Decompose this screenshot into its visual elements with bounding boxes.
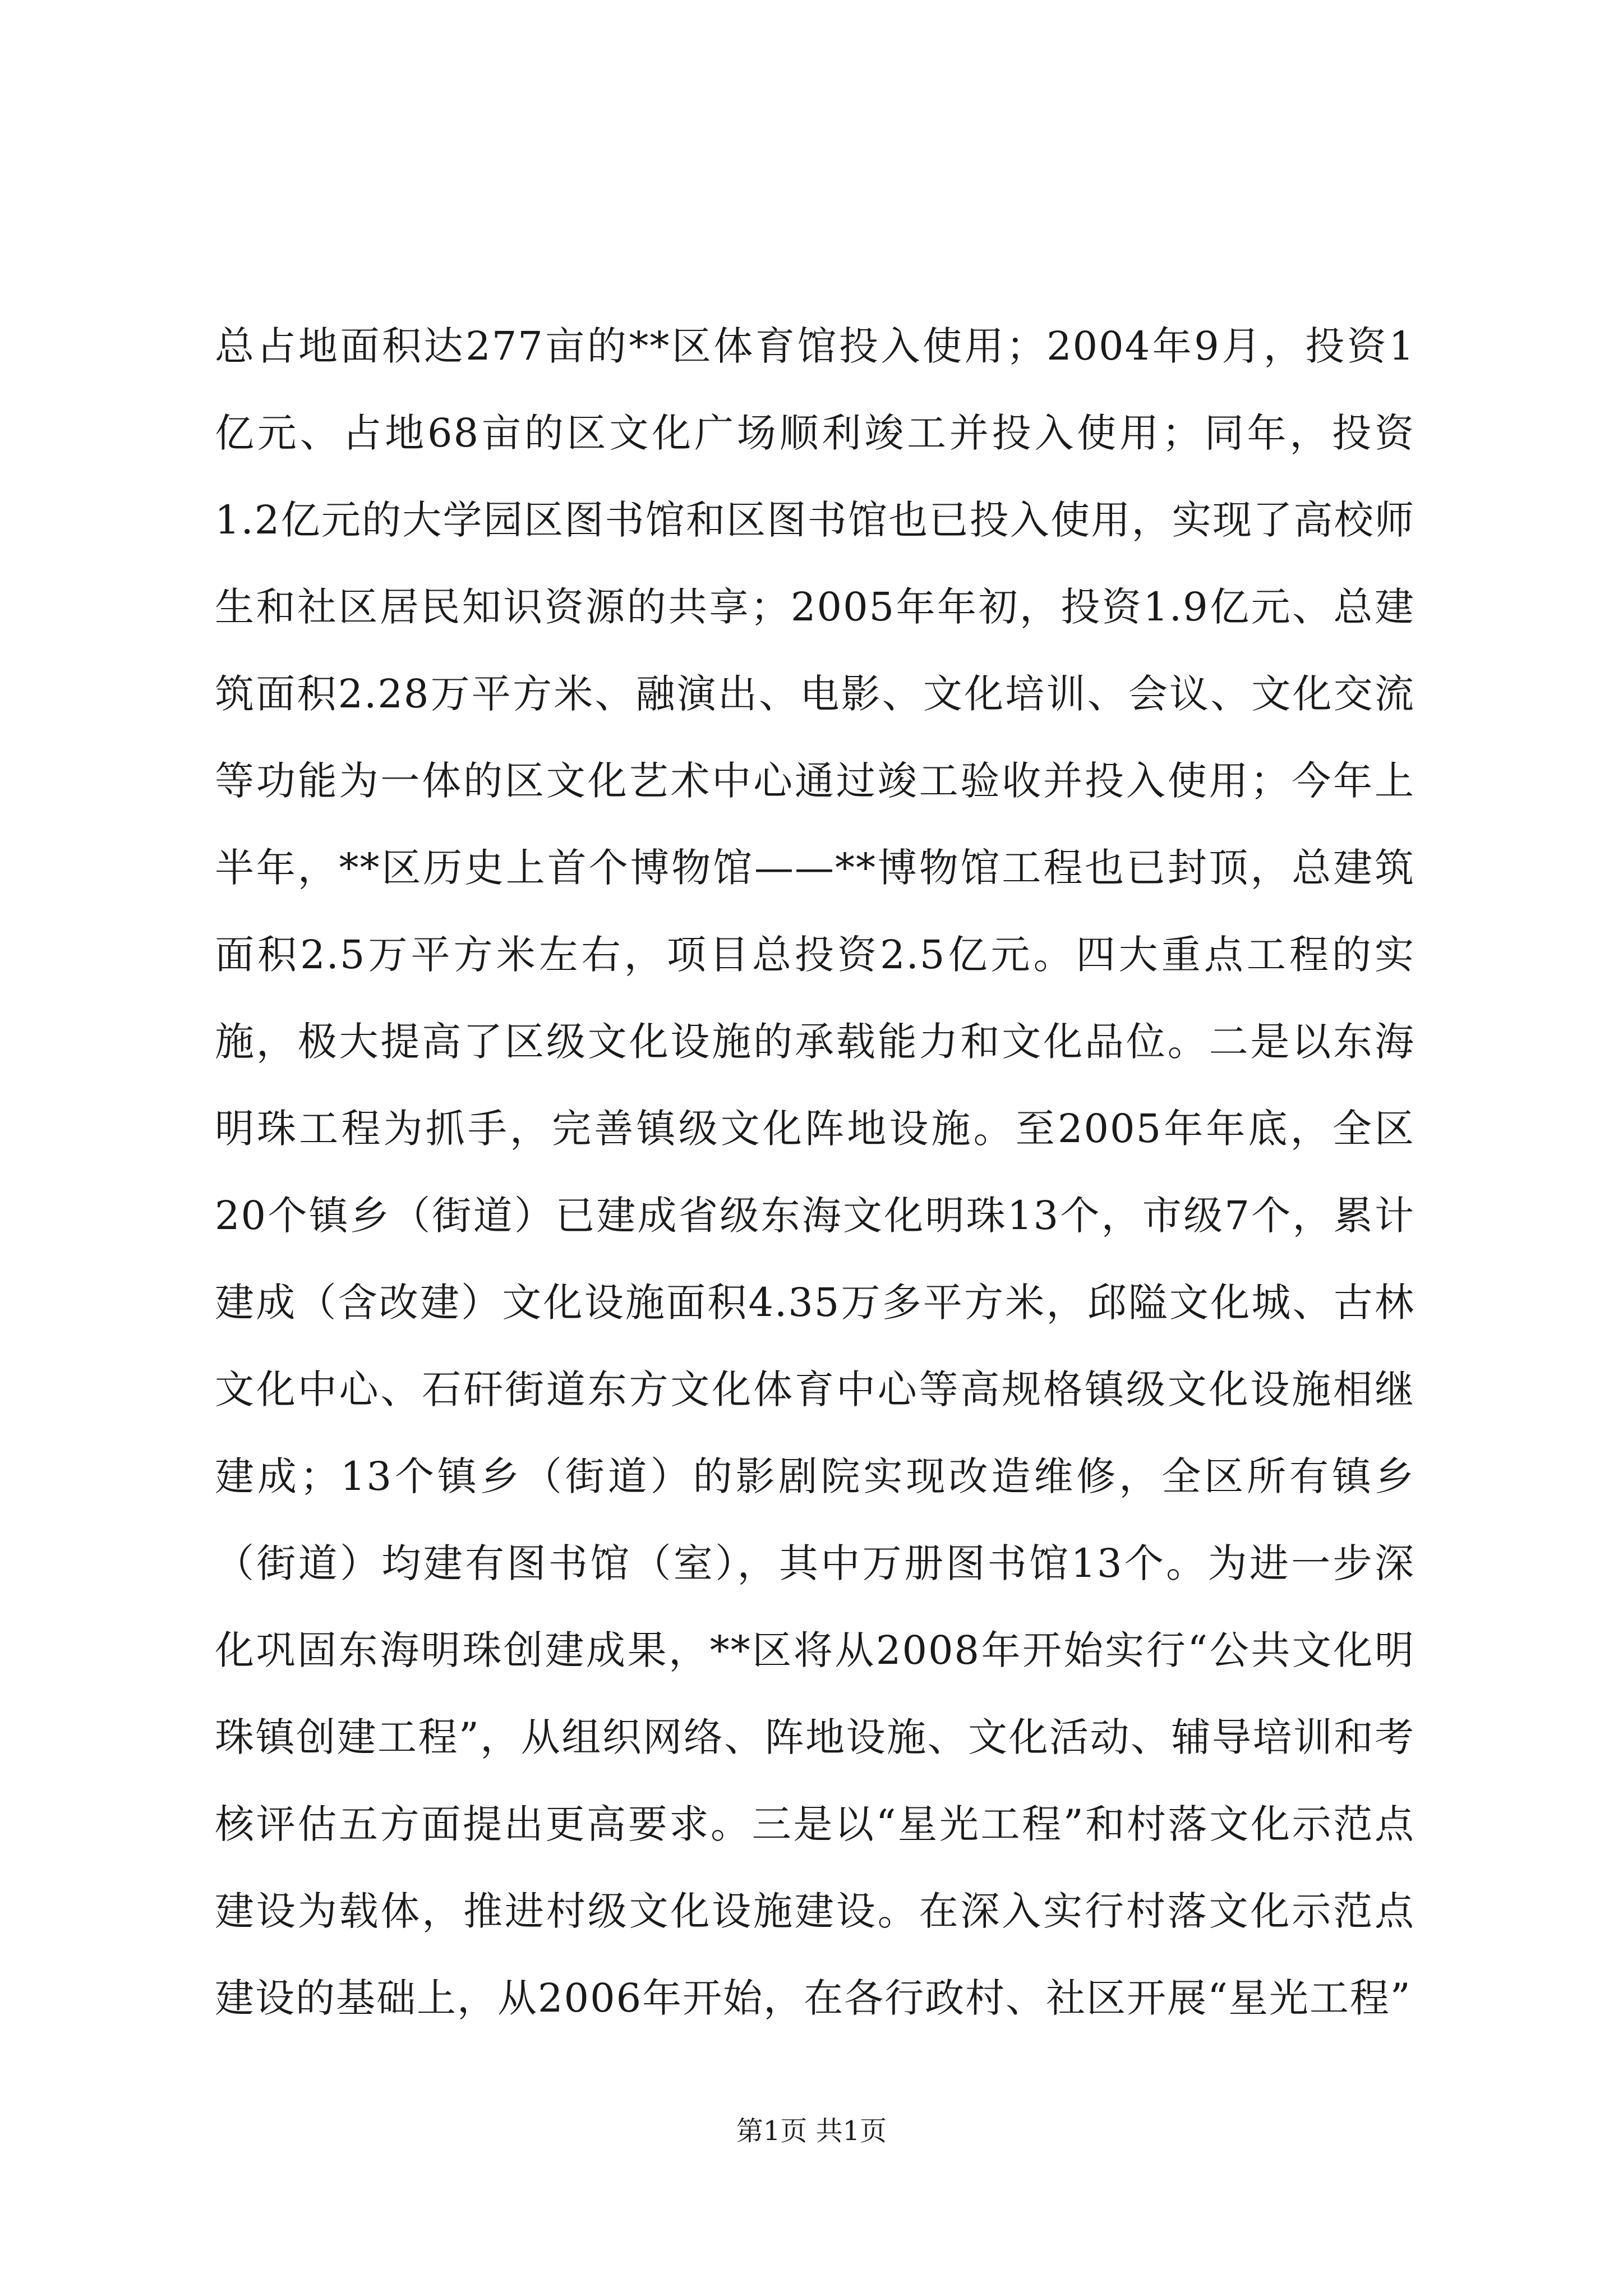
page-footer: 第1页 共1页 <box>736 2115 887 2147</box>
body-paragraph: 总占地面积达277亩的**区体育馆投入使用；2004年9月，投资1亿元、占地68亩的区文化广场顺利竣工并投入使用；同年，投资1.2亿元的大学园区图书馆和区图书馆也已投入使用，实现了高校师生和社区居民知识资源的共享；2005年年初，投资1.9亿元、总建筑面积2.28万平方米、融演出、电影、文化培训、会议、文化交流等功能为一体的区文化艺术中心通过竣工验收并投入使用；今年上半年，**区历史上首个博物馆——**博物馆工程也已封顶，总建筑面积2.5万平方米左右，项目总投资2.5亿元。四大重点工程的实施，极大提高了区级文化设施的承载能力和文化品位。二是以东海明珠工程为抓手，完善镇级文化阵地设施。至2005年年底，全区20个镇乡（街道）已建成省级东海文化明珠13个，市级7个，累计建成（含改建）文化设施面积4.35万多平方米，邱隘文化城、古林文化中心、石矸街道东方文化体育中心等高规格镇级文化设施相继建成；13个镇乡（街道）的影剧院实现改造维修，全区所有镇乡（街道）均建有图书馆（室），其中万册图书馆13个。为进一步深化巩固东海明珠创建成果，**区将从2008年开始实行“公共文化明珠镇创建工程”，从组织网络、阵地设施、文化活动、辅导培训和考核评估五方面提出更高要求。三是以“星光工程”和村落文化示范点建设为载体，推进村级文化设施建设。在深入实行村落文化示范点建设的基础上，从2006年开始，在各行政村、社区开展“星光工程” <box>215 323 1415 2021</box>
